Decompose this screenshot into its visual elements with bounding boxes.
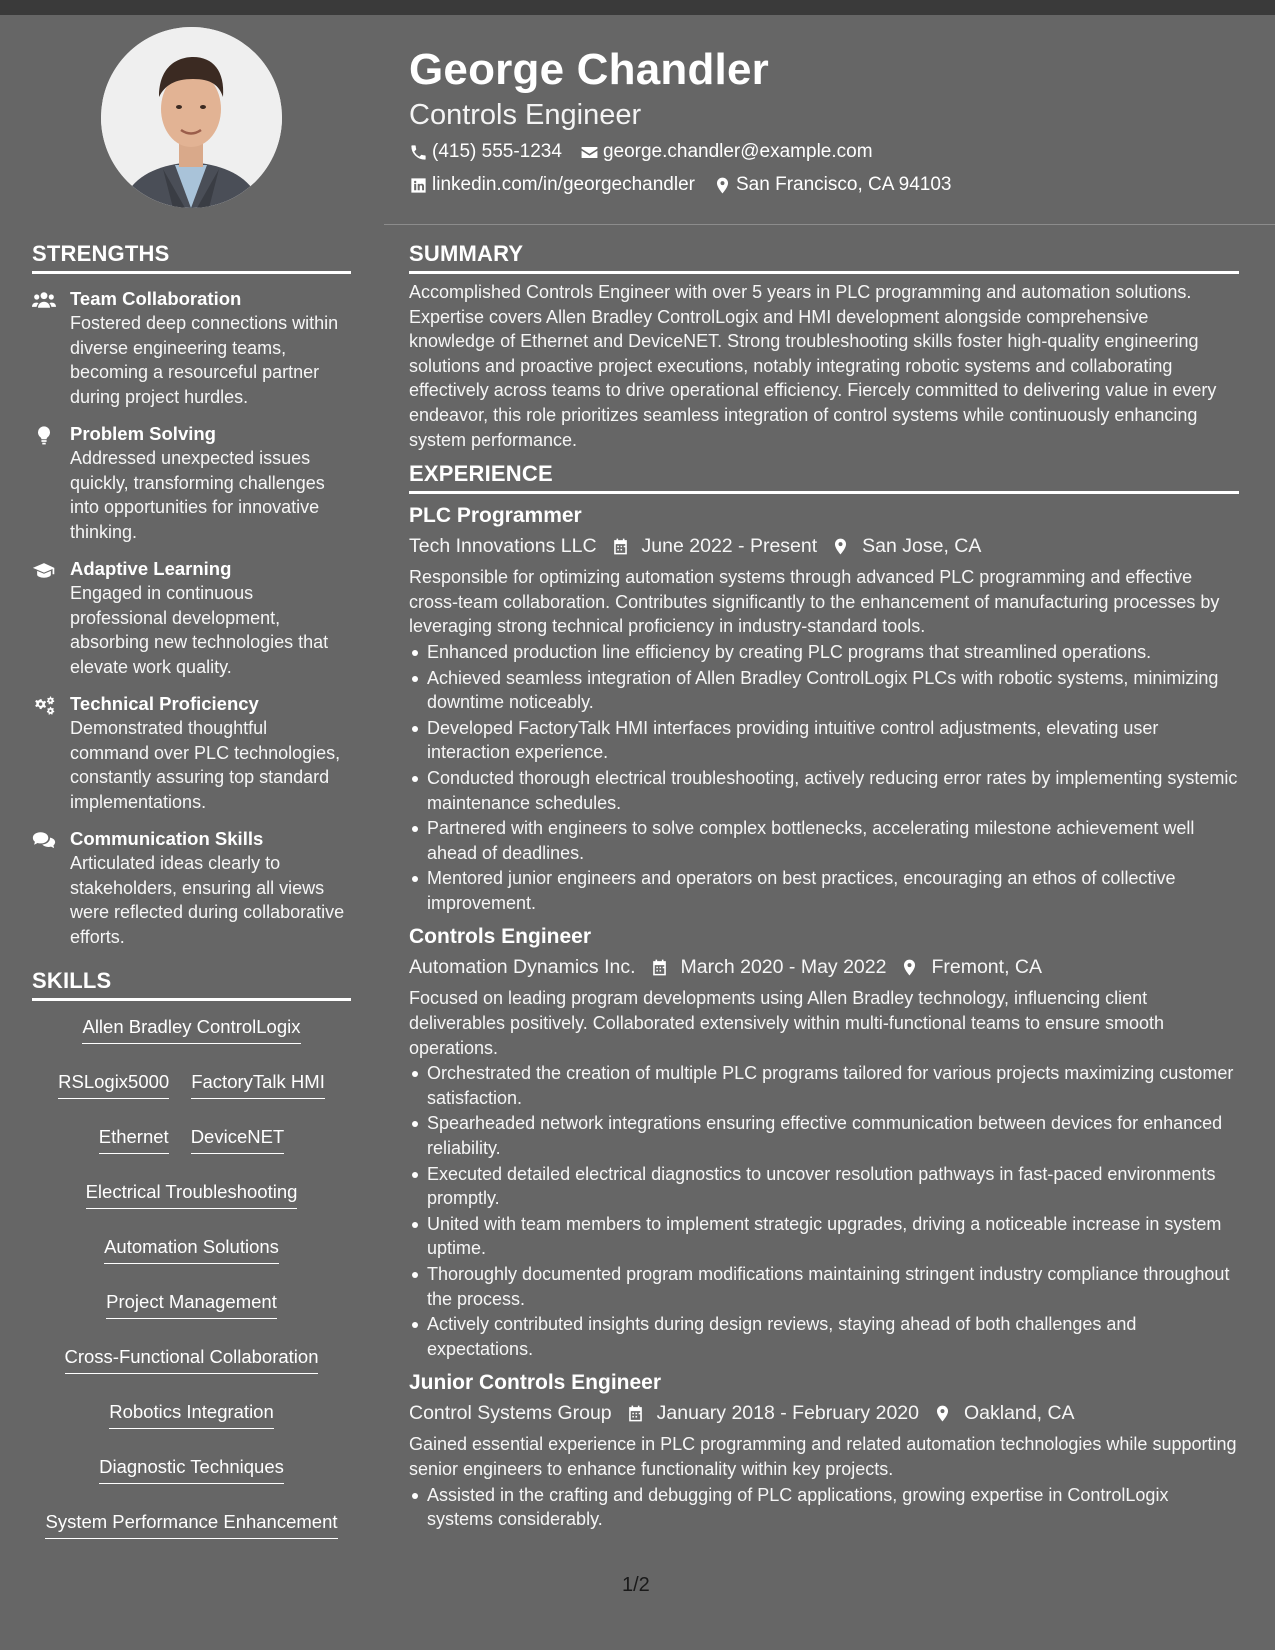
bullet-item: Developed FactoryTalk HMI interfaces providing intuitive control adjustments, elevating user interaction experience. xyxy=(409,716,1239,765)
strength-title: Technical Proficiency xyxy=(70,693,259,714)
phone-icon xyxy=(409,143,428,162)
skill-tag: FactoryTalk HMI xyxy=(191,1070,325,1099)
skill-tag: RSLogix5000 xyxy=(58,1070,169,1099)
job-meta xyxy=(409,953,1239,981)
strength-desc: Fostered deep connections within diverse engineering teams, becoming a resourceful partner during project hurdles. xyxy=(70,313,339,407)
bullet-item: Enhanced production line efficiency by creating PLC programs that streamlined operations. xyxy=(409,640,1239,665)
bullet-item: United with team members to implement strategic upgrades, driving a noticeable increase in system uptime. xyxy=(409,1212,1239,1261)
bullet-item: Orchestrated the creation of multiple PLC programs tailored for various projects maximizing customer satisfaction. xyxy=(409,1061,1239,1110)
strength-title: Adaptive Learning xyxy=(70,558,232,579)
profile-photo xyxy=(101,27,282,208)
job-company: Automation Dynamics Inc. xyxy=(409,956,636,979)
skill-tag: Ethernet xyxy=(99,1125,169,1154)
strengths-heading: STRENGTHS xyxy=(32,241,170,266)
bullet-item: Spearheaded network integrations ensuring effective communication between devices for enhanced reliability. xyxy=(409,1111,1239,1160)
job-bullets xyxy=(409,1061,1239,1361)
bullet-item: Conducted thorough electrical troubleshooting, actively reducing error rates by implementing systemic maintenance schedules. xyxy=(409,766,1239,815)
location-contact xyxy=(713,173,951,197)
portrait-image xyxy=(101,27,282,208)
email-text: george.chandler@example.com xyxy=(602,141,873,162)
page-number: 1/2 xyxy=(622,1574,650,1596)
bullet-item: Achieved seamless integration of Allen Bradley ControlLogix PLCs with robotic systems, minimizing downtime noticeably. xyxy=(409,666,1239,715)
job-location: Fremont, CA xyxy=(931,956,1042,979)
bullet-item: Partnered with engineers to solve complex bottlenecks, accelerating milestone achievement well ahead of deadlines. xyxy=(409,816,1239,865)
linkedin-text: linkedin.com/in/georgechandler xyxy=(432,174,695,195)
job-title: PLC Programmer xyxy=(409,504,582,528)
job-entry xyxy=(409,502,1239,915)
strength-desc: Demonstrated thoughtful command over PLC technologies, constantly assuring top standard implementations. xyxy=(70,718,341,812)
envelope-icon xyxy=(580,143,599,162)
strength-desc: Addressed unexpected issues quickly, transforming challenges into opportunities for innovative thinking. xyxy=(70,448,325,542)
job-meta xyxy=(409,532,1239,560)
skill-tag: DeviceNET xyxy=(191,1125,285,1154)
skill-tag: Allen Bradley ControlLogix xyxy=(82,1015,300,1044)
job-bullets xyxy=(409,1483,1239,1532)
map-pin-icon xyxy=(713,176,732,195)
experience-heading: EXPERIENCE xyxy=(409,461,553,487)
calendar-icon xyxy=(650,958,669,977)
job-dates: June 2022 - Present xyxy=(641,535,818,558)
strength-item xyxy=(32,557,351,679)
phone-contact[interactable] xyxy=(409,140,562,164)
skill-tag: Automation Solutions xyxy=(104,1235,279,1264)
map-pin-icon xyxy=(933,1404,952,1423)
calendar-icon xyxy=(626,1404,645,1423)
email-contact[interactable] xyxy=(580,140,873,164)
job-company: Control Systems Group xyxy=(409,1402,612,1425)
graduation-cap-icon xyxy=(32,560,56,580)
strength-item xyxy=(32,692,351,814)
right-column xyxy=(409,240,1239,1533)
job-dates: January 2018 - February 2020 xyxy=(656,1402,919,1425)
strength-title: Communication Skills xyxy=(70,828,264,849)
bullet-item: Thoroughly documented program modifications maintaining stringent industry compliance throughout the process. xyxy=(409,1262,1239,1311)
strength-title: Team Collaboration xyxy=(70,288,242,309)
job-description: Gained essential experience in PLC programming and related automation technologies while supporting senior engineers to enhance functionality within key projects. xyxy=(409,1434,1237,1479)
calendar-icon xyxy=(611,537,630,556)
linkedin-icon xyxy=(409,176,428,195)
bullet-item: Actively contributed insights during design reviews, staying ahead of both challenges and expectations. xyxy=(409,1312,1239,1361)
job-title: Controls Engineer xyxy=(409,925,592,949)
skill-tag: Cross-Functional Collaboration xyxy=(65,1345,319,1374)
skill-tag: Diagnostic Techniques xyxy=(99,1455,284,1484)
strength-item xyxy=(32,287,351,409)
job-location: Oakland, CA xyxy=(963,1402,1075,1425)
lightbulb-icon xyxy=(32,425,56,445)
left-column xyxy=(32,240,351,1539)
location-text: San Francisco, CA 94103 xyxy=(736,174,952,195)
job-entry xyxy=(409,1369,1239,1531)
skill-tag: System Performance Enhancement xyxy=(45,1510,337,1539)
experience-rule xyxy=(409,491,1239,494)
job-location: San Jose, CA xyxy=(862,535,982,558)
skill-tag: Robotics Integration xyxy=(109,1400,274,1429)
strength-item xyxy=(32,827,351,949)
contact-row-2 xyxy=(409,173,1239,197)
candidate-name: George Chandler xyxy=(409,45,769,94)
strength-title: Problem Solving xyxy=(70,423,216,444)
chat-icon xyxy=(32,830,56,850)
job-title: Junior Controls Engineer xyxy=(409,1371,662,1395)
skill-tag: Electrical Troubleshooting xyxy=(86,1180,298,1209)
strength-item xyxy=(32,422,351,544)
strength-desc: Articulated ideas clearly to stakeholders, ensuring all views were reflected during collaborative efforts. xyxy=(70,853,345,947)
summary-heading: SUMMARY xyxy=(409,241,524,266)
strength-desc: Engaged in continuous professional development, absorbing new technologies that elevate work quality. xyxy=(70,583,329,677)
skill-tag: Project Management xyxy=(106,1290,277,1319)
header-divider xyxy=(384,224,1275,225)
bullet-item: Executed detailed electrical diagnostics to uncover resolution pathways in fast-paced environments promptly. xyxy=(409,1162,1239,1211)
gears-icon xyxy=(32,695,56,715)
job-company: Tech Innovations LLC xyxy=(409,535,597,558)
candidate-title: Controls Engineer xyxy=(409,99,642,131)
strengths-rule xyxy=(32,271,351,274)
skills-list xyxy=(32,1015,351,1539)
job-entry xyxy=(409,923,1239,1361)
job-dates: March 2020 - May 2022 xyxy=(680,956,887,979)
users-icon xyxy=(32,290,56,310)
skills-rule xyxy=(32,998,351,1001)
linkedin-contact[interactable] xyxy=(409,173,695,197)
contact-row-1 xyxy=(409,140,1239,164)
job-meta xyxy=(409,1399,1239,1427)
map-pin-icon xyxy=(831,537,850,556)
resume-header xyxy=(409,42,1239,197)
summary-text: Accomplished Controls Engineer with over 5 years in PLC programming and automation solutions. Expertise covers Allen Bradley ControlLogix and HMI development alongside comprehensive knowledge of Ethernet and DeviceNET. Strong troubleshooting skills foster high-quality engineering solutions and proactive project executions, notably integrating robotic systems and collaborating effectively across teams to drive operational efficiency. Fiercely committed to delivering value in every endeavor, this role prioritizes seamless integration of control systems while continuously enhancing system performance. xyxy=(409,282,1217,450)
job-bullets xyxy=(409,640,1239,916)
summary-rule xyxy=(409,271,1239,274)
job-description: Responsible for optimizing automation systems through advanced PLC programming and effective cross-team collaboration. Contributes significantly to the enhancement of manufacturing processes by leveraging strong technical proficiency in industry-standard tools. xyxy=(409,567,1220,637)
map-pin-icon xyxy=(900,958,919,977)
phone-text: (415) 555-1234 xyxy=(432,141,562,162)
bullet-item: Mentored junior engineers and operators on best practices, encouraging an ethos of collective improvement. xyxy=(409,866,1239,915)
top-bar xyxy=(0,0,1275,15)
bullet-item: Assisted in the crafting and debugging of PLC applications, growing expertise in ControlLogix systems considerably. xyxy=(409,1483,1239,1532)
job-description: Focused on leading program developments using Allen Bradley technology, influencing client deliverables positively. Collaborated extensively within multi-functional teams to ensure smooth operations. xyxy=(409,988,1165,1058)
skills-heading: SKILLS xyxy=(32,968,112,993)
